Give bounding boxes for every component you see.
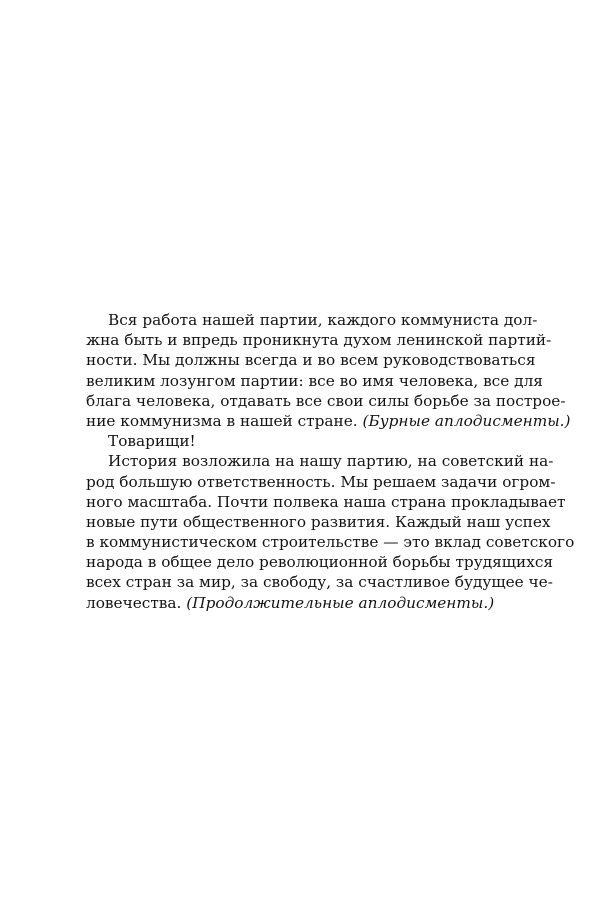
text-line: История возложила на нашу партию, на советский на- [108,452,554,471]
text-line: жна быть и впредь проникнута духом ленинской партий- [86,331,552,350]
text-line: род большую ответственность. Мы решаем задачи огром- [86,472,556,491]
text-line: новые пути общественного развития. Каждый наш успех [86,512,551,531]
speech-text [86,310,575,613]
text-line: ного масштаба. Почти полвека наша страна прокладывает [86,492,566,511]
text-line: всех стран за мир, за свободу, за счастливое будущее че- [86,573,553,592]
text-line-greeting: Товарищи! [108,432,196,451]
text-line: Вся работа нашей партии, каждого коммуниста дол- [108,311,538,329]
text-line: народа в общее дело революционной борьбы трудящихся [86,553,554,572]
text-line: великим лозунгом партии: все во имя человека, все для [86,371,543,390]
text-line [86,411,571,431]
text-line: в коммунистическом строительстве — это вклад советского [86,533,575,552]
applause-remark: (Бурные аплодисменты.) [362,411,571,430]
text-fragment: ловечества. [86,593,182,612]
text-fragment: ние коммунизма в нашей стране. [86,411,358,430]
text-line: ности. Мы должны всегда и во всем руководствоваться [86,351,536,370]
applause-remark: (Продолжительные аплодисменты.) [186,593,495,612]
text-line [86,593,514,613]
text-line: блага человека, отдавать все свои силы борьбе за построе- [86,391,566,410]
